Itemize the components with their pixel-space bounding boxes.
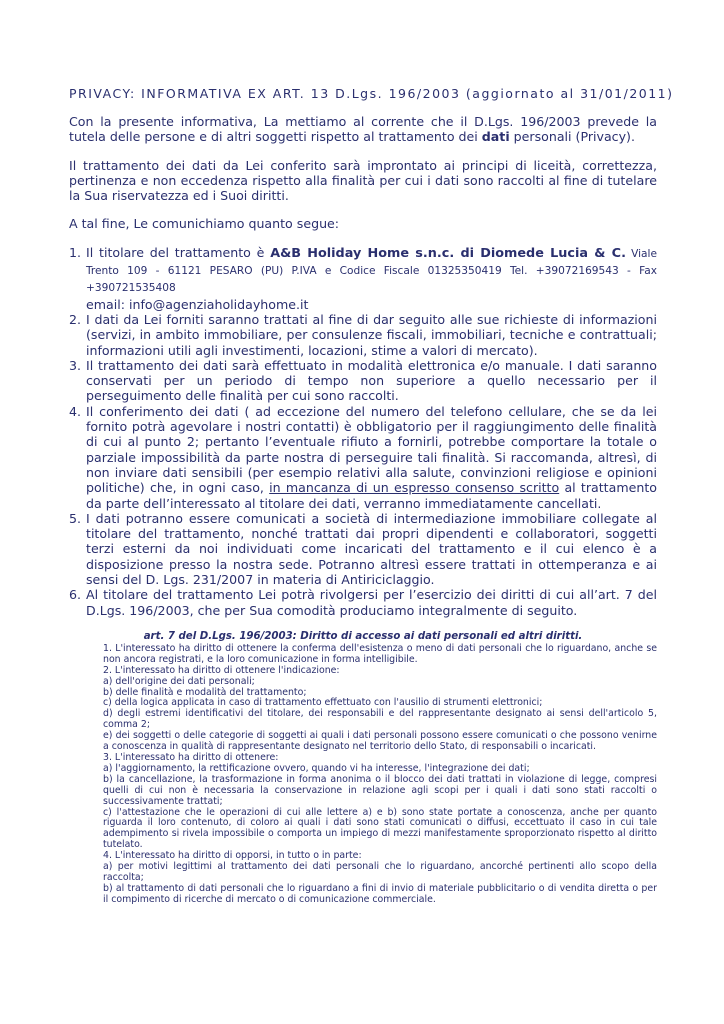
article-line: a) dell'origine dei dati personali; (103, 675, 255, 687)
article-line: b) delle finalità e modalità del trattamento; (103, 686, 307, 698)
item-number: 6. (69, 587, 82, 603)
article-line: 4. L'interessato ha diritto di opporsi, in tutto o in parte: (103, 850, 362, 862)
underlined-clause: in mancanza di un espresso consenso scritto (269, 480, 560, 496)
article-line: a) l'aggiornamento, la rettificazione ovvero, quando vi ha interesse, l'integrazione dei dati; (103, 762, 530, 774)
item-number: 4. (69, 403, 82, 419)
item-number: 1. (69, 244, 82, 260)
list-item-consent (69, 404, 657, 511)
notice-paragraph: A tal fine, Le comunichiamo quanto segue: (69, 216, 340, 232)
article-line: c) l'attestazione che le operazioni di cui alle lettere a) e b) sono state portate a conoscenza, anche per quanto riguarda il loro contenuto, di coloro ai quali i dati sono stati comunicati o diffusi, eccettuato il caso in cui tale adempimento si rivela impossibile o comporta un impiego di mezzi manifestamente sproporzionato rispetto al diritto tutelato. (103, 806, 657, 851)
item-number: 2. (69, 311, 82, 327)
company-name: A&B Holiday Home s.n.c. di Diomede Lucia & C. (270, 245, 626, 261)
item-text-end: al trattamento da parte dell’interessato al titolare dei dati, verranno immediatamente cancellati. (86, 480, 657, 511)
item-number: 3. (69, 357, 82, 373)
item-text: I dati potranno essere comunicati a società di intermediazione immobiliare collegate al titolare del trattamento, nonché trattati dai propri dipendenti e collaboratori, soggetti terzi esterni da noi individuati come incaricati del trattamento e il cui elenco è a disposizione presso la nostra sede. Potranno altresì essere trattati in ottemperanza e ai sensi del D. Lgs. 231/2007 in materia di Antiriciclaggio. (86, 510, 657, 588)
item-text: Al titolare del trattamento Lei potrà rivolgersi per l’esercizio dei diritti di cui all’art. 7 del D.Lgs. 196/2003, che per Sua comodità produciamo integralmente di seguito. (86, 587, 657, 618)
intro-paragraph (69, 114, 657, 145)
article-line: d) degli estremi identificativi del titolare, dei responsabili e del rappresentante designato ai sensi dell'articolo 5, comma 2; (103, 708, 657, 731)
principles-paragraph: Il trattamento dei dati da Lei conferito sarà improntato ai principi di liceità, correttezza, pertinenza e non eccedenza rispetto alla finalità per cui i dati sono raccolti al fine di tutelare la Sua riservatezza ed i Suoi diritti. (69, 157, 657, 204)
article-line: 3. L'interessato ha diritto di ottenere: (103, 751, 279, 763)
article-line: b) al trattamento di dati personali che lo riguardano a fini di invio di materiale pubblicitario o di vendita diretta o per il compimento di ricerche di mercato o di comunicazione commerciale. (103, 882, 657, 905)
privacy-points-list (69, 245, 657, 618)
document-page (69, 86, 674, 906)
item-text: Il trattamento dei dati sarà effettuato in modalità elettronica e/o manuale. I dati saranno conservati per un periodo di tempo non superiore a quello necessario per il perseguimento delle finalità per cui sono raccolti. (86, 357, 657, 404)
list-item-controller (69, 245, 657, 312)
article-body (103, 644, 657, 906)
document-title: PRIVACY: INFORMATIVA EX ART. 13 D.Lgs. 196/2003 (aggiornato al 31/01/2011) (69, 86, 674, 101)
item-lead-text: Il titolare del trattamento è (86, 244, 271, 260)
article-line: e) dei soggetti o delle categorie di soggetti ai quali i dati personali possono essere comunicati o che possono venirne a conoscenza in qualità di rappresentante designato nel territorio dello Stato, di responsabili o incaricati. (103, 730, 657, 753)
article-line: a) per motivi legittimi al trattamento dei dati personali che lo riguardano, ancorché pertinenti allo scopo della raccolta; (103, 861, 657, 883)
intro-text-end: personali (Privacy). (509, 129, 635, 145)
company-address: Viale Trento 109 - 61121 PESARO (PU) P.IVA e Codice Fiscale 01325350419 Tel. +39072169543 - Fax +390721535408 (86, 247, 658, 295)
article-line: c) della logica applicata in caso di trattamento effettuato con l'ausilio di strumenti elettronici; (103, 697, 543, 709)
list-item-communication (69, 511, 657, 587)
list-item-rights (69, 587, 657, 618)
company-email[interactable]: email: info@agenziaholidayhome.it (86, 296, 309, 312)
article-title: art. 7 del D.Lgs. 196/2003: Diritto di accesso ai dati personali ed altri diritti. (143, 630, 583, 642)
article-line: 2. L'interessato ha diritto di ottenere l'indicazione: (103, 664, 340, 676)
item-number: 5. (69, 510, 82, 526)
article-line: b) la cancellazione, la trasformazione in forma anonima o il blocco dei dati trattati in violazione di legge, compresi quelli di cui non è necessaria la conservazione in relazione agli scopi per i quali i dati sono stati raccolti o successivamente trattati; (103, 773, 657, 807)
intro-text: Con la presente informativa, La mettiamo al corrente che il D.Lgs. 196/2003 prevede la tutela delle persone e di altri soggetti rispetto al trattamento dei (69, 114, 657, 145)
intro-bold-word: dati (481, 129, 510, 145)
item-text: Il conferimento dei dati ( ad eccezione del numero del telefono cellulare, che se da lei fornito potrà agevolare i nostri contatti) è obbligatorio per il raggiungimento delle finalità di cui al punto 2; pertanto l’eventuale rifiuto a fornirli, potrebbe comportare la totale o parziale impossibilità da parte nostra di perseguire tali finalità. Si raccomanda, altresì, di non inviare dati sensibili (per esempio relativi alla salute, convinzioni religiose e opinioni politiche) che, in ogni caso, (86, 403, 657, 496)
item-text: I dati da Lei forniti saranno trattati al fine di dar seguito alle sue richieste di informazioni (servizi, in ambito immobiliare, per consulenze fiscali, immobiliari, tecniche e contrattuali; informazioni utili agli investimenti, locazioni, stime a valori di mercato). (86, 311, 657, 358)
list-item-processing (69, 358, 657, 404)
article-line: 1. L'interessato ha diritto di ottenere la conferma dell'esistenza o meno di dati personali che lo riguardano, anche se non ancora registrati, e la loro comunicazione in forma intelligibile. (103, 642, 657, 665)
list-item-purpose (69, 312, 657, 358)
